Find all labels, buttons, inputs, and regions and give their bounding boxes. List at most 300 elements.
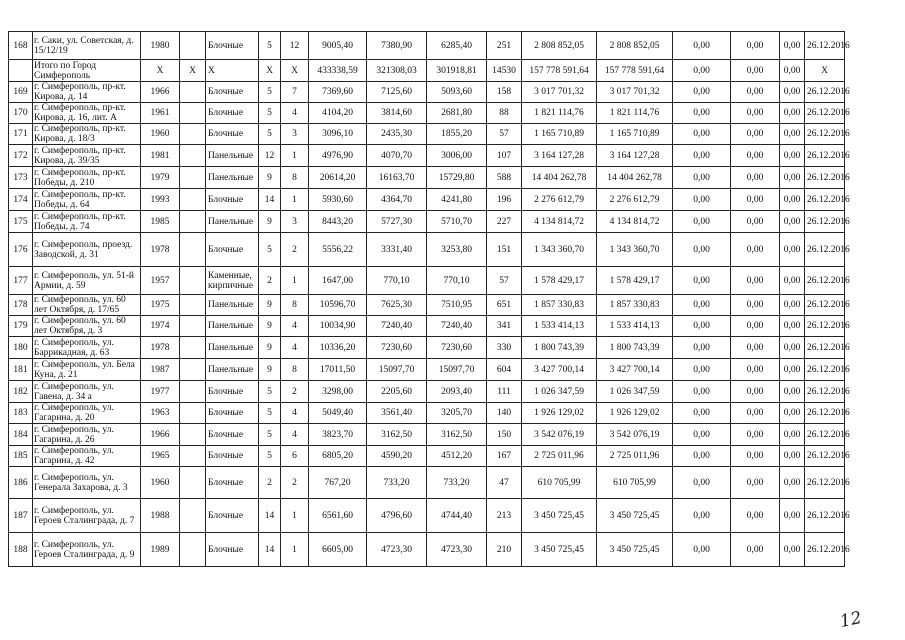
cell-address: г. Симферополь, пр-кт. Кирова, д. 16, лит. А xyxy=(33,103,141,124)
cell-residents: 196 xyxy=(487,189,522,211)
table-row xyxy=(9,60,845,82)
cell-row-number: 187 xyxy=(9,499,33,533)
cell-floors: 2 xyxy=(259,267,281,295)
table-row xyxy=(9,359,845,381)
cell-residents: 213 xyxy=(487,499,522,533)
table-row xyxy=(9,467,845,499)
cell-completion-date: 26.12.2016 xyxy=(805,233,845,267)
cell-floors: 5 xyxy=(259,233,281,267)
cell-address: г. Симферополь, ул. Генерала Захарова, д. 3 xyxy=(33,467,141,499)
cell-residents: 651 xyxy=(487,295,522,316)
cell-cost-total: 157 778 591,64 xyxy=(522,60,597,82)
cell-row-number: 188 xyxy=(9,533,33,567)
cell-subsidy-1: 0,00 xyxy=(673,145,731,167)
table-row xyxy=(9,316,845,337)
cell-floors: 9 xyxy=(259,316,281,337)
cell-completion-date: 26.12.2016 xyxy=(805,124,845,145)
cell-col-x xyxy=(180,316,206,337)
cell-subsidy-2: 0,00 xyxy=(731,467,780,499)
cell-subsidy-1: 0,00 xyxy=(673,446,731,467)
cell-owned-area: 301918,81 xyxy=(427,60,487,82)
cell-wall-material: Блочные xyxy=(206,189,259,211)
cell-address: г. Симферополь, ул. Бела Куна, д. 21 xyxy=(33,359,141,381)
cell-total-area: 5049,40 xyxy=(309,403,367,424)
cell-owned-area: 5710,70 xyxy=(427,211,487,233)
cell-total-area: 17011,50 xyxy=(309,359,367,381)
cell-subsidy-1: 0,00 xyxy=(673,211,731,233)
cell-subsidy-1: 0,00 xyxy=(673,499,731,533)
cell-subsidy-3: 0,00 xyxy=(780,446,805,467)
cell-subsidy-3: 0,00 xyxy=(780,233,805,267)
cell-cost-total: 2 725 011,96 xyxy=(522,446,597,467)
cell-subsidy-2: 0,00 xyxy=(731,316,780,337)
cell-col-x xyxy=(180,103,206,124)
cell-living-area: 4796,60 xyxy=(367,499,427,533)
cell-owned-area: 3162,50 xyxy=(427,424,487,446)
cell-entrances: 2 xyxy=(281,381,309,403)
cell-completion-date: 26.12.2016 xyxy=(805,381,845,403)
cell-residents: 111 xyxy=(487,381,522,403)
cell-cost-fund: 1 578 429,17 xyxy=(597,267,673,295)
cell-cost-fund: 1 800 743,39 xyxy=(597,337,673,359)
cell-wall-material: Блочные xyxy=(206,467,259,499)
cell-entrances: 4 xyxy=(281,424,309,446)
cell-build-year: 1963 xyxy=(141,403,180,424)
cell-entrances: 2 xyxy=(281,467,309,499)
cell-row-number: 176 xyxy=(9,233,33,267)
cell-owned-area: 3253,80 xyxy=(427,233,487,267)
cell-subsidy-3: 0,00 xyxy=(780,381,805,403)
cell-living-area: 2435,30 xyxy=(367,124,427,145)
cell-subsidy-1: 0,00 xyxy=(673,359,731,381)
cell-cost-fund: 1 026 347,59 xyxy=(597,381,673,403)
cell-row-number: 171 xyxy=(9,124,33,145)
cell-build-year: 1979 xyxy=(141,167,180,189)
cell-row-number: 182 xyxy=(9,381,33,403)
cell-subsidy-1: 0,00 xyxy=(673,82,731,103)
cell-build-year: 1981 xyxy=(141,145,180,167)
cell-build-year: 1977 xyxy=(141,381,180,403)
cell-subsidy-2: 0,00 xyxy=(731,267,780,295)
cell-owned-area: 2681,80 xyxy=(427,103,487,124)
cell-residents: 167 xyxy=(487,446,522,467)
cell-address: г. Саки, ул. Советская, д. 15/12/19 xyxy=(33,32,141,60)
cell-cost-total: 1 026 347,59 xyxy=(522,381,597,403)
cell-col-x: X xyxy=(180,60,206,82)
cell-build-year: 1978 xyxy=(141,337,180,359)
cell-cost-total: 1 165 710,89 xyxy=(522,124,597,145)
cell-floors: 9 xyxy=(259,359,281,381)
cell-row-number: 181 xyxy=(9,359,33,381)
cell-owned-area: 4241,80 xyxy=(427,189,487,211)
cell-cost-total: 3 017 701,32 xyxy=(522,82,597,103)
cell-entrances: 6 xyxy=(281,446,309,467)
cell-row-number: 172 xyxy=(9,145,33,167)
cell-total-area: 8443,20 xyxy=(309,211,367,233)
cell-build-year: 1961 xyxy=(141,103,180,124)
cell-living-area: 3331,40 xyxy=(367,233,427,267)
cell-completion-date: 26.12.2016 xyxy=(805,446,845,467)
cell-cost-total: 3 427 700,14 xyxy=(522,359,597,381)
table-row xyxy=(9,167,845,189)
cell-entrances: 1 xyxy=(281,145,309,167)
cell-residents: 227 xyxy=(487,211,522,233)
cell-build-year: 1987 xyxy=(141,359,180,381)
cell-cost-total: 2 808 852,05 xyxy=(522,32,597,60)
cell-floors: 14 xyxy=(259,499,281,533)
cell-subsidy-3: 0,00 xyxy=(780,211,805,233)
cell-cost-fund: 1 821 114,76 xyxy=(597,103,673,124)
cell-living-area: 16163,70 xyxy=(367,167,427,189)
cell-row-number: 179 xyxy=(9,316,33,337)
cell-floors: 5 xyxy=(259,103,281,124)
cell-entrances: 4 xyxy=(281,316,309,337)
cell-row-number: 174 xyxy=(9,189,33,211)
cell-total-area: 767,20 xyxy=(309,467,367,499)
cell-entrances: 4 xyxy=(281,337,309,359)
cell-floors: 14 xyxy=(259,189,281,211)
cell-total-area: 20614,20 xyxy=(309,167,367,189)
cell-col-x xyxy=(180,295,206,316)
cell-col-x xyxy=(180,145,206,167)
cell-col-x xyxy=(180,32,206,60)
cell-cost-total: 3 164 127,28 xyxy=(522,145,597,167)
cell-subsidy-3: 0,00 xyxy=(780,424,805,446)
cell-cost-total: 1 857 330,83 xyxy=(522,295,597,316)
cell-wall-material: Блочные xyxy=(206,32,259,60)
cell-wall-material: Панельные xyxy=(206,337,259,359)
cell-build-year: X xyxy=(141,60,180,82)
cell-completion-date: 26.12.2016 xyxy=(805,189,845,211)
cell-owned-area: 3205,70 xyxy=(427,403,487,424)
cell-living-area: 7625,30 xyxy=(367,295,427,316)
cell-total-area: 433338,59 xyxy=(309,60,367,82)
cell-row-number: 183 xyxy=(9,403,33,424)
cell-completion-date: 26.12.2016 xyxy=(805,167,845,189)
cell-cost-total: 1 800 743,39 xyxy=(522,337,597,359)
cell-floors: X xyxy=(259,60,281,82)
cell-cost-total: 1 533 414,13 xyxy=(522,316,597,337)
cell-living-area: 4070,70 xyxy=(367,145,427,167)
cell-living-area: 7125,60 xyxy=(367,82,427,103)
cell-residents: 140 xyxy=(487,403,522,424)
cell-total-area: 6561,60 xyxy=(309,499,367,533)
cell-living-area: 321308,03 xyxy=(367,60,427,82)
cell-cost-fund: 1 533 414,13 xyxy=(597,316,673,337)
cell-wall-material: Блочные xyxy=(206,82,259,103)
cell-living-area: 7380,90 xyxy=(367,32,427,60)
cell-subsidy-2: 0,00 xyxy=(731,446,780,467)
cell-living-area: 2205,60 xyxy=(367,381,427,403)
cell-wall-material: Блочные xyxy=(206,381,259,403)
cell-total-area: 3298,00 xyxy=(309,381,367,403)
cell-subsidy-2: 0,00 xyxy=(731,233,780,267)
cell-living-area: 733,20 xyxy=(367,467,427,499)
cell-col-x xyxy=(180,337,206,359)
cell-floors: 9 xyxy=(259,337,281,359)
cell-wall-material: Блочные xyxy=(206,424,259,446)
cell-entrances: 2 xyxy=(281,233,309,267)
cell-total-area: 1647,00 xyxy=(309,267,367,295)
cell-subsidy-2: 0,00 xyxy=(731,211,780,233)
cell-row-number: 175 xyxy=(9,211,33,233)
cell-build-year: 1957 xyxy=(141,267,180,295)
cell-floors: 5 xyxy=(259,82,281,103)
cell-subsidy-3: 0,00 xyxy=(780,82,805,103)
cell-col-x xyxy=(180,381,206,403)
cell-address: г. Симферополь, ул. Гагарина, д. 26 xyxy=(33,424,141,446)
cell-address: г. Симферополь, ул. Героев Сталинграда, д. 9 xyxy=(33,533,141,567)
cell-completion-date: 26.12.2016 xyxy=(805,499,845,533)
cell-subsidy-1: 0,00 xyxy=(673,189,731,211)
cell-owned-area: 6285,40 xyxy=(427,32,487,60)
cell-completion-date: 26.12.2016 xyxy=(805,32,845,60)
cell-floors: 12 xyxy=(259,145,281,167)
cell-subsidy-3: 0,00 xyxy=(780,145,805,167)
cell-col-x xyxy=(180,467,206,499)
cell-subsidy-2: 0,00 xyxy=(731,32,780,60)
cell-floors: 5 xyxy=(259,124,281,145)
cell-row-number: 178 xyxy=(9,295,33,316)
cell-subsidy-3: 0,00 xyxy=(780,316,805,337)
cell-owned-area: 4744,40 xyxy=(427,499,487,533)
cell-col-x xyxy=(180,359,206,381)
cell-cost-total: 1 821 114,76 xyxy=(522,103,597,124)
cell-owned-area: 7230,60 xyxy=(427,337,487,359)
cell-subsidy-2: 0,00 xyxy=(731,124,780,145)
cell-residents: 57 xyxy=(487,267,522,295)
cell-completion-date: 26.12.2016 xyxy=(805,295,845,316)
cell-residents: 107 xyxy=(487,145,522,167)
cell-subsidy-3: 0,00 xyxy=(780,167,805,189)
cell-col-x xyxy=(180,403,206,424)
cell-owned-area: 5093,60 xyxy=(427,82,487,103)
cell-subsidy-3: 0,00 xyxy=(780,359,805,381)
cell-total-area: 5930,60 xyxy=(309,189,367,211)
cell-build-year: 1966 xyxy=(141,82,180,103)
cell-col-x xyxy=(180,499,206,533)
cell-cost-total: 1 926 129,02 xyxy=(522,403,597,424)
cell-cost-total: 2 276 612,79 xyxy=(522,189,597,211)
cell-cost-fund: 3 427 700,14 xyxy=(597,359,673,381)
cell-completion-date: 26.12.2016 xyxy=(805,403,845,424)
cell-cost-fund: 3 450 725,45 xyxy=(597,533,673,567)
cell-wall-material: Блочные xyxy=(206,233,259,267)
cell-cost-total: 3 450 725,45 xyxy=(522,533,597,567)
cell-subsidy-3: 0,00 xyxy=(780,403,805,424)
cell-subsidy-1: 0,00 xyxy=(673,267,731,295)
cell-total-area: 10034,90 xyxy=(309,316,367,337)
cell-living-area: 4590,20 xyxy=(367,446,427,467)
table-row xyxy=(9,103,845,124)
cell-col-x xyxy=(180,267,206,295)
cell-subsidy-2: 0,00 xyxy=(731,295,780,316)
table-body xyxy=(9,32,850,567)
cell-address: Итого по Город Симферополь xyxy=(33,60,141,82)
cell-completion-date: 26.12.2016 xyxy=(805,533,845,567)
table-row xyxy=(9,267,845,295)
cell-col-x xyxy=(180,82,206,103)
houses-table xyxy=(8,31,850,567)
cell-residents: 14530 xyxy=(487,60,522,82)
cell-subsidy-2: 0,00 xyxy=(731,499,780,533)
cell-entrances: 8 xyxy=(281,359,309,381)
table-row xyxy=(9,32,845,60)
cell-address: г. Симферополь, ул. 60 лет Октября, д. 3 xyxy=(33,316,141,337)
cell-wall-material: Панельные xyxy=(206,167,259,189)
cell-entrances: 1 xyxy=(281,499,309,533)
cell-cost-fund: 610 705,99 xyxy=(597,467,673,499)
cell-floors: 5 xyxy=(259,32,281,60)
cell-build-year: 1980 xyxy=(141,32,180,60)
cell-cost-fund: 3 450 725,45 xyxy=(597,499,673,533)
cell-cost-total: 3 450 725,45 xyxy=(522,499,597,533)
cell-entrances: 12 xyxy=(281,32,309,60)
table-row xyxy=(9,424,845,446)
cell-col-x xyxy=(180,533,206,567)
table-row xyxy=(9,533,845,567)
cell-address: г. Симферополь, пр-кт. Победы, д. 64 xyxy=(33,189,141,211)
cell-total-area: 9005,40 xyxy=(309,32,367,60)
cell-completion-date: 26.12.2016 xyxy=(805,103,845,124)
cell-floors: 9 xyxy=(259,295,281,316)
cell-cost-fund: 14 404 262,78 xyxy=(597,167,673,189)
cell-build-year: 1960 xyxy=(141,124,180,145)
cell-entrances: 4 xyxy=(281,403,309,424)
cell-subsidy-2: 0,00 xyxy=(731,167,780,189)
cell-cost-fund: 1 343 360,70 xyxy=(597,233,673,267)
cell-col-x xyxy=(180,189,206,211)
cell-subsidy-1: 0,00 xyxy=(673,467,731,499)
cell-living-area: 4723,30 xyxy=(367,533,427,567)
cell-row-number: 186 xyxy=(9,467,33,499)
cell-completion-date: 26.12.2016 xyxy=(805,467,845,499)
cell-col-x xyxy=(180,124,206,145)
cell-cost-fund: 2 276 612,79 xyxy=(597,189,673,211)
cell-address: г. Симферополь, ул. 60 лет Октября, д. 17/65 xyxy=(33,295,141,316)
cell-address: г. Симферополь, пр-кт. Победы, д. 74 xyxy=(33,211,141,233)
cell-row-number: 177 xyxy=(9,267,33,295)
cell-build-year: 1965 xyxy=(141,446,180,467)
cell-entrances: 8 xyxy=(281,295,309,316)
cell-completion-date: X xyxy=(805,60,845,82)
cell-wall-material: Блочные xyxy=(206,124,259,145)
cell-cost-total: 14 404 262,78 xyxy=(522,167,597,189)
cell-row-number: 169 xyxy=(9,82,33,103)
cell-cost-fund: 157 778 591,64 xyxy=(597,60,673,82)
cell-living-area: 770,10 xyxy=(367,267,427,295)
cell-entrances: 1 xyxy=(281,267,309,295)
cell-entrances: 4 xyxy=(281,103,309,124)
cell-subsidy-1: 0,00 xyxy=(673,316,731,337)
cell-living-area: 7240,40 xyxy=(367,316,427,337)
cell-subsidy-2: 0,00 xyxy=(731,381,780,403)
cell-cost-total: 4 134 814,72 xyxy=(522,211,597,233)
cell-completion-date: 26.12.2016 xyxy=(805,82,845,103)
cell-subsidy-3: 0,00 xyxy=(780,60,805,82)
cell-owned-area: 733,20 xyxy=(427,467,487,499)
cell-floors: 14 xyxy=(259,533,281,567)
cell-residents: 158 xyxy=(487,82,522,103)
cell-build-year: 1966 xyxy=(141,424,180,446)
cell-col-x xyxy=(180,233,206,267)
cell-owned-area: 15097,70 xyxy=(427,359,487,381)
cell-row-number: 170 xyxy=(9,103,33,124)
cell-residents: 150 xyxy=(487,424,522,446)
cell-total-area: 6605,00 xyxy=(309,533,367,567)
cell-cost-fund: 3 017 701,32 xyxy=(597,82,673,103)
cell-completion-date: 26.12.2016 xyxy=(805,267,845,295)
table-row xyxy=(9,403,845,424)
cell-cost-fund: 4 134 814,72 xyxy=(597,211,673,233)
cell-residents: 47 xyxy=(487,467,522,499)
cell-subsidy-3: 0,00 xyxy=(780,337,805,359)
cell-completion-date: 26.12.2016 xyxy=(805,316,845,337)
cell-subsidy-2: 0,00 xyxy=(731,533,780,567)
cell-floors: 5 xyxy=(259,424,281,446)
cell-subsidy-3: 0,00 xyxy=(780,189,805,211)
cell-entrances: 7 xyxy=(281,82,309,103)
cell-wall-material: Каменные, кирпичные xyxy=(206,267,259,295)
cell-build-year: 1988 xyxy=(141,499,180,533)
cell-subsidy-1: 0,00 xyxy=(673,60,731,82)
cell-subsidy-2: 0,00 xyxy=(731,359,780,381)
cell-completion-date: 26.12.2016 xyxy=(805,337,845,359)
cell-subsidy-3: 0,00 xyxy=(780,32,805,60)
cell-completion-date: 26.12.2016 xyxy=(805,359,845,381)
cell-cost-total: 1 343 360,70 xyxy=(522,233,597,267)
cell-subsidy-1: 0,00 xyxy=(673,124,731,145)
cell-entrances: X xyxy=(281,60,309,82)
cell-subsidy-1: 0,00 xyxy=(673,103,731,124)
cell-subsidy-2: 0,00 xyxy=(731,82,780,103)
cell-wall-material: Блочные xyxy=(206,499,259,533)
cell-wall-material: Панельные xyxy=(206,316,259,337)
cell-subsidy-2: 0,00 xyxy=(731,145,780,167)
cell-col-x xyxy=(180,446,206,467)
cell-build-year: 1989 xyxy=(141,533,180,567)
cell-cost-fund: 2 808 852,05 xyxy=(597,32,673,60)
cell-owned-area: 770,10 xyxy=(427,267,487,295)
cell-cost-total: 610 705,99 xyxy=(522,467,597,499)
cell-entrances: 1 xyxy=(281,189,309,211)
cell-subsidy-2: 0,00 xyxy=(731,337,780,359)
cell-subsidy-1: 0,00 xyxy=(673,424,731,446)
cell-wall-material: X xyxy=(206,60,259,82)
table-row xyxy=(9,233,845,267)
cell-living-area: 3561,40 xyxy=(367,403,427,424)
cell-completion-date: 26.12.2016 xyxy=(805,145,845,167)
cell-build-year: 1960 xyxy=(141,467,180,499)
cell-entrances: 3 xyxy=(281,124,309,145)
cell-subsidy-3: 0,00 xyxy=(780,295,805,316)
cell-address: г. Симферополь, ул. Гагарина, д. 42 xyxy=(33,446,141,467)
cell-row-number: 185 xyxy=(9,446,33,467)
cell-col-x xyxy=(180,211,206,233)
cell-wall-material: Панельные xyxy=(206,295,259,316)
cell-wall-material: Блочные xyxy=(206,103,259,124)
cell-subsidy-3: 0,00 xyxy=(780,124,805,145)
cell-living-area: 3814,60 xyxy=(367,103,427,124)
cell-address: г. Симферополь, проезд. Заводской, д. 31 xyxy=(33,233,141,267)
cell-subsidy-2: 0,00 xyxy=(731,60,780,82)
cell-subsidy-1: 0,00 xyxy=(673,32,731,60)
cell-col-x xyxy=(180,424,206,446)
cell-wall-material: Блочные xyxy=(206,446,259,467)
cell-wall-material: Панельные xyxy=(206,359,259,381)
cell-total-area: 10596,70 xyxy=(309,295,367,316)
cell-cost-fund: 1 165 710,89 xyxy=(597,124,673,145)
